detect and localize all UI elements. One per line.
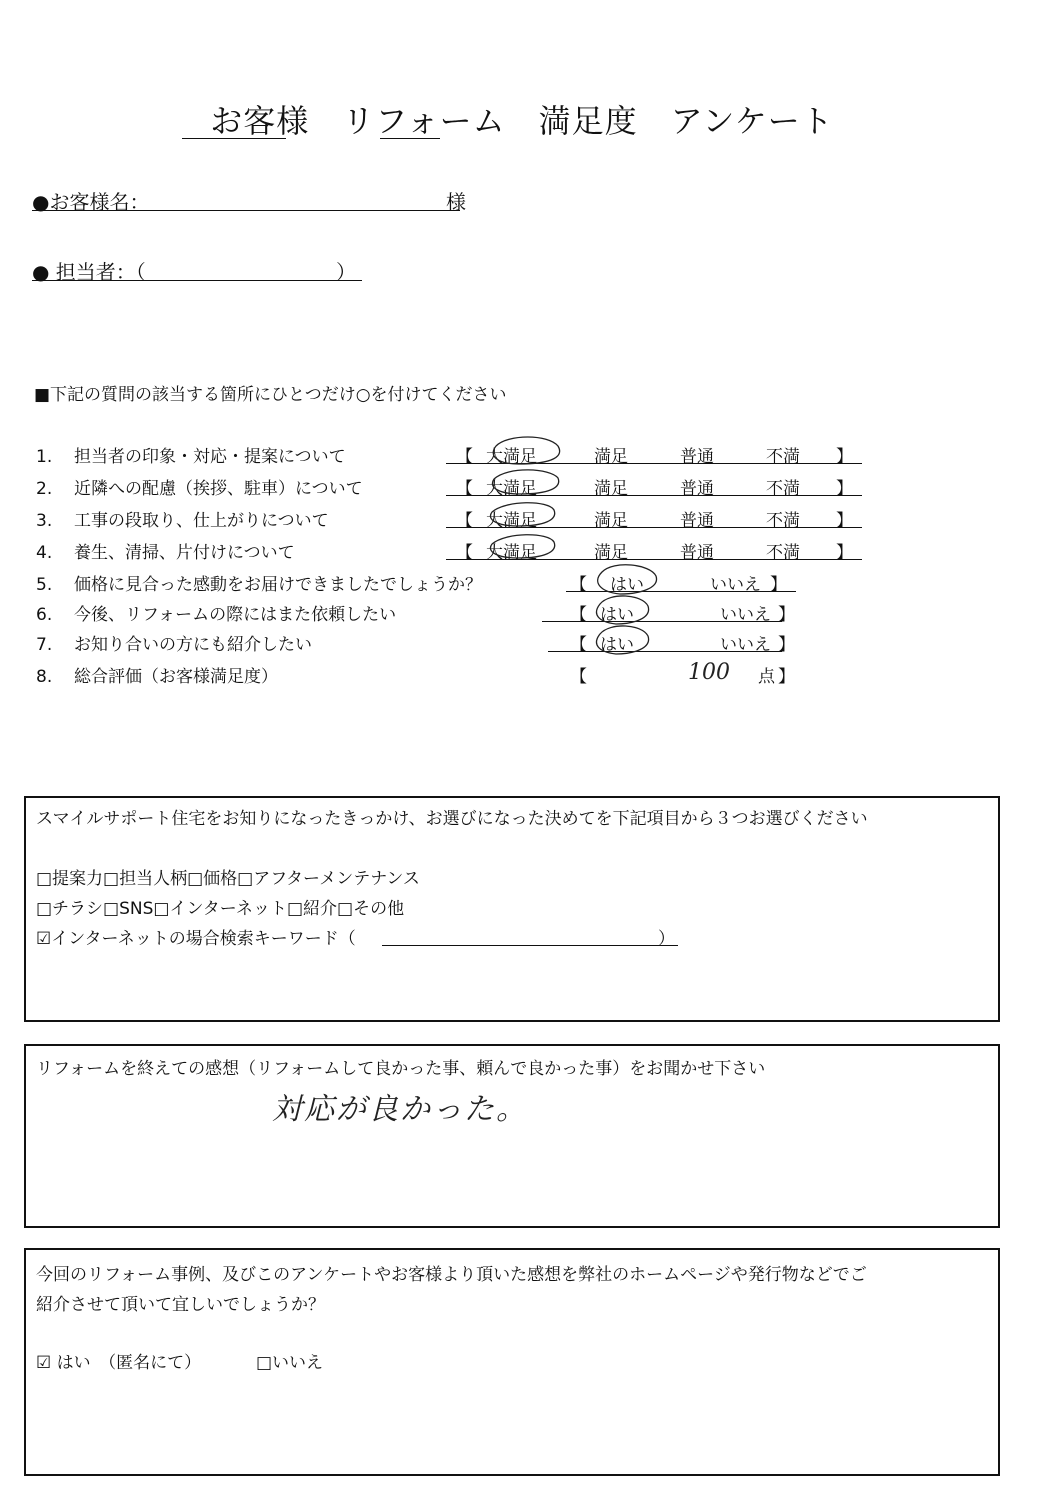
permission-no-option[interactable]: □いいえ: [256, 1353, 324, 1373]
bracket-close: 】: [836, 511, 853, 531]
question-number: 4.: [36, 543, 53, 563]
staff-close: ）: [336, 260, 356, 284]
staff-label: ● 担当者：（: [32, 260, 146, 284]
instruction-text: ■下記の質問の該当する箇所にひとつだけ○を付けてください: [34, 385, 507, 405]
question-item: [36, 442, 346, 467]
option-yes[interactable]: はい: [610, 575, 644, 595]
score-field: [570, 662, 800, 686]
keyword-label: ☑インターネットの場合検索キーワード（: [36, 929, 356, 949]
impression-heading: リフォームを終えての感想（リフォームして良かった事、頼んで良かった事）をお聞かせ下さい: [36, 1059, 766, 1079]
option-dissatisfied[interactable]: 不満: [766, 479, 800, 499]
impression-answer[interactable]: 対応が良かった。: [272, 1092, 528, 1127]
option-dissatisfied[interactable]: 不満: [766, 543, 800, 563]
question-number: 1.: [36, 447, 53, 467]
question-text: 近隣への配慮（挨拶、駐車）について: [74, 479, 363, 499]
option-very-satisfied[interactable]: 大満足: [486, 511, 537, 531]
question-item: [36, 600, 396, 625]
source-options-line2[interactable]: □チラシ□SNS□インターネット□紹介□その他: [36, 899, 405, 919]
question-number: 8.: [36, 667, 53, 687]
bracket-close: 】: [836, 447, 853, 467]
question-text: 価格に見合った感動をお届けできましたでしょうか？: [74, 575, 482, 595]
option-satisfied[interactable]: 満足: [594, 511, 628, 531]
question-text: お知り合いの方にも紹介したい: [74, 635, 312, 655]
permission-heading-line1: 今回のリフォーム事例、及びこのアンケートやお客様より頂いた感想を弊社のホームページや発行物などでご: [36, 1265, 867, 1285]
question-text: 担当者の印象・対応・提案について: [74, 447, 346, 467]
score-unit: 点: [758, 667, 775, 687]
page-title: お客様 リフォーム 満足度 アンケート: [210, 102, 834, 140]
keyword-underline: [382, 945, 678, 946]
hand-drawn-circle-marks: [478, 432, 568, 572]
question-item: [36, 570, 482, 595]
customer-name-underline: [32, 210, 460, 211]
permission-yes-option[interactable]: ☑ はい （匿名にて）: [36, 1353, 202, 1373]
source-options-line1[interactable]: □提案力□担当人柄□価格□アフターメンテナンス: [36, 869, 420, 889]
title-underline: [380, 138, 440, 139]
title-underline: [182, 138, 286, 139]
customer-name-label: ●お客様名：: [32, 190, 150, 214]
question-number: 3.: [36, 511, 53, 531]
option-average[interactable]: 普通: [680, 447, 714, 467]
option-no[interactable]: いいえ: [710, 575, 761, 595]
bracket-open: 【: [456, 479, 473, 499]
option-yes[interactable]: はい: [600, 605, 634, 625]
question-number: 2.: [36, 479, 53, 499]
bracket-close: 】: [770, 575, 787, 595]
bracket-open: 【: [570, 575, 587, 595]
option-very-satisfied[interactable]: 大満足: [486, 447, 537, 467]
staff-underline: [32, 280, 362, 281]
question-number: 7.: [36, 635, 53, 655]
question-text: 工事の段取り、仕上がりについて: [74, 511, 329, 531]
question-text: 今後、リフォームの際にはまた依頼したい: [74, 605, 397, 625]
bracket-open: 【: [570, 605, 587, 625]
option-very-satisfied[interactable]: 大満足: [486, 543, 537, 563]
score-value[interactable]: 100: [688, 660, 730, 685]
option-satisfied[interactable]: 満足: [594, 543, 628, 563]
option-average[interactable]: 普通: [680, 543, 714, 563]
option-average[interactable]: 普通: [680, 511, 714, 531]
permission-heading-line2: 紹介させて頂いて宜しいでしょうか？: [36, 1295, 325, 1315]
bracket-close: 】: [778, 605, 795, 625]
bracket-open: 【: [570, 635, 587, 655]
question-item: [36, 474, 363, 499]
bracket-close: 】: [836, 543, 853, 563]
question-item: [36, 630, 312, 655]
bracket-close: 】: [778, 667, 795, 687]
option-satisfied[interactable]: 満足: [594, 479, 628, 499]
customer-name-suffix: 様: [446, 190, 466, 214]
question-item: [36, 506, 329, 531]
option-dissatisfied[interactable]: 不満: [766, 447, 800, 467]
bracket-close: 】: [836, 479, 853, 499]
bracket-open: 【: [456, 447, 473, 467]
question-item: [36, 538, 295, 563]
bracket-open: 【: [456, 511, 473, 531]
bracket-open: 【: [456, 543, 473, 563]
keyword-close: ）: [658, 929, 675, 949]
bracket-open: 【: [570, 667, 587, 687]
question-text: 養生、清掃、片付けについて: [74, 543, 295, 563]
option-no[interactable]: いいえ: [720, 605, 771, 625]
question-number: 6.: [36, 605, 53, 625]
option-satisfied[interactable]: 満足: [594, 447, 628, 467]
option-yes[interactable]: はい: [600, 635, 634, 655]
question-number: 5.: [36, 575, 53, 595]
source-heading: スマイルサポート住宅をお知りになったきっかけ、お選びになった決めてを下記項目から３つお選びください: [36, 809, 868, 829]
option-no[interactable]: いいえ: [720, 635, 771, 655]
question-text: 総合評価（お客様満足度）: [74, 667, 278, 687]
option-average[interactable]: 普通: [680, 479, 714, 499]
question-item: [36, 662, 278, 687]
option-dissatisfied[interactable]: 不満: [766, 511, 800, 531]
option-very-satisfied[interactable]: 大満足: [486, 479, 537, 499]
hand-drawn-circle-marks: [590, 562, 670, 658]
bracket-close: 】: [778, 635, 795, 655]
